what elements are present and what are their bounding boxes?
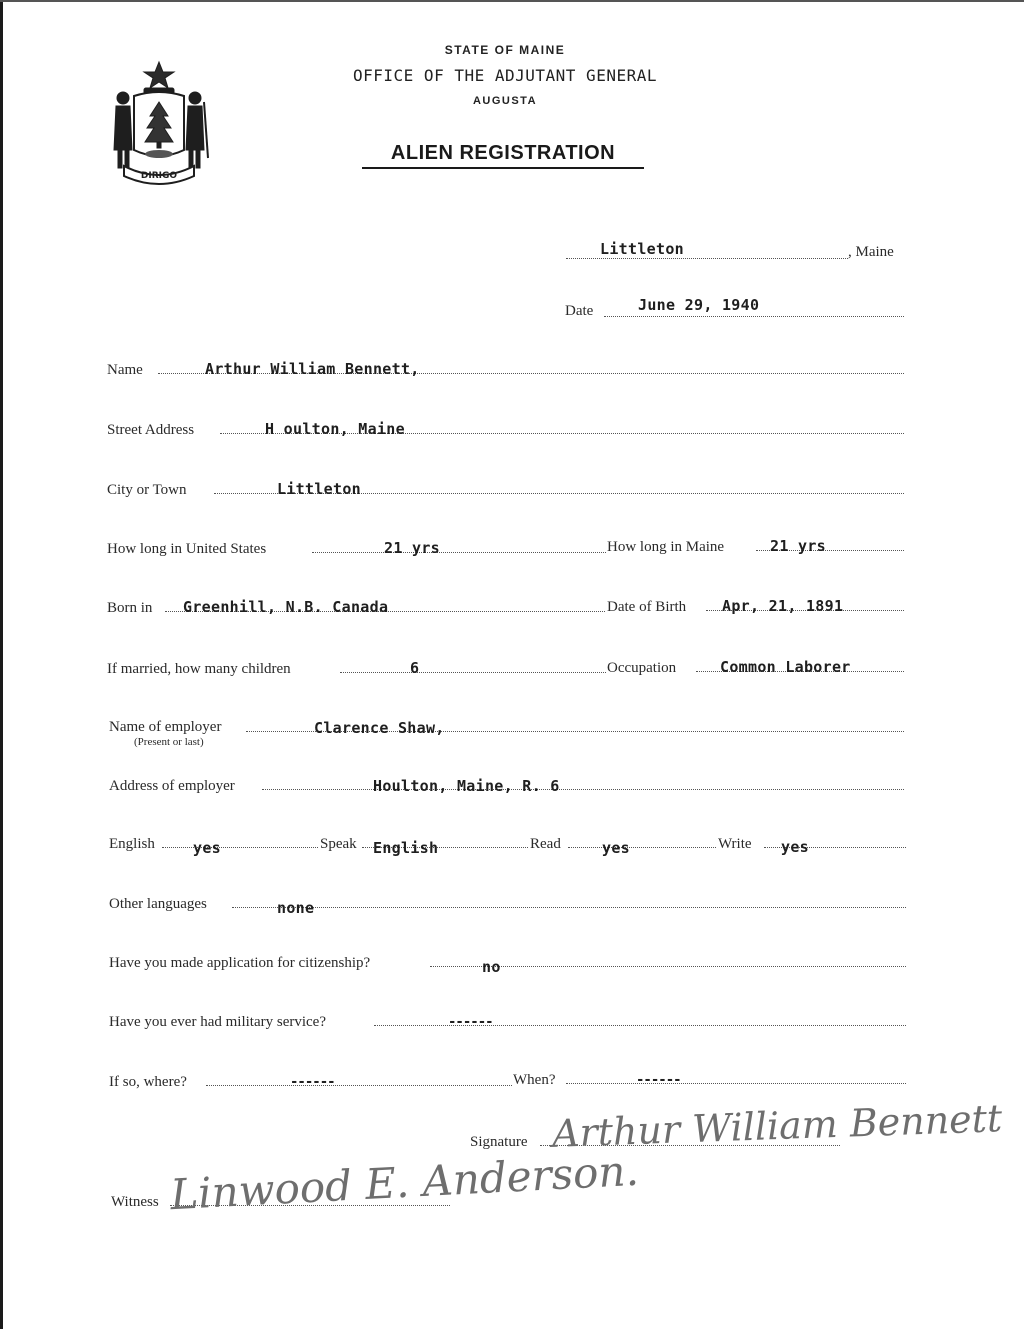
- signature-label: Signature: [470, 1134, 528, 1150]
- date-value: June 29, 1940: [638, 296, 760, 314]
- header-state: STATE OF MAINE: [444, 43, 566, 57]
- citizenship-value: no: [482, 958, 501, 976]
- us-duration-line: [312, 552, 606, 553]
- employer-address-line: [262, 789, 904, 790]
- other-languages-label: Other languages: [109, 896, 207, 912]
- write-label: Write: [718, 836, 752, 852]
- city-value: Littleton: [277, 480, 361, 498]
- date-label: Date: [565, 303, 594, 319]
- born-in-value: Greenhill, N.B. Canada: [183, 598, 389, 616]
- english-value: yes: [193, 839, 221, 857]
- signature-handwriting: Arthur William Bennett: [551, 1096, 1003, 1156]
- occupation-label: Occupation: [607, 660, 677, 676]
- scan-edge-left: [0, 0, 3, 1329]
- employer-value: Clarence Shaw,: [314, 719, 445, 737]
- employer-address-label: Address of employer: [109, 778, 235, 794]
- maine-duration-value: 21 yrs: [770, 537, 826, 555]
- occupation-value: Common Laborer: [720, 658, 851, 676]
- children-value: 6: [410, 659, 420, 677]
- place-value: Littleton: [600, 240, 684, 258]
- witness-handwriting: Linwood E. Anderson.: [169, 1145, 640, 1220]
- citizenship-label: Have you made application for citizenship?: [109, 955, 371, 971]
- read-line: [568, 847, 716, 848]
- us-duration-label: How long in United States: [107, 541, 267, 557]
- read-value: yes: [602, 839, 630, 857]
- seal-motto: DIRIGO: [140, 171, 178, 181]
- born-in-label: Born in: [107, 600, 153, 616]
- military-label: Have you ever had military service?: [109, 1014, 326, 1030]
- street-value: H oulton, Maine: [265, 420, 405, 438]
- place-suffix: , Maine: [848, 244, 894, 260]
- speak-value: English: [373, 839, 439, 857]
- write-value: yes: [781, 838, 809, 856]
- english-line: [162, 847, 318, 848]
- street-label: Street Address: [107, 422, 195, 438]
- military-value: ------: [448, 1014, 493, 1030]
- scan-edge-top: [0, 0, 1024, 2]
- citizenship-line: [430, 966, 906, 967]
- english-label: English: [109, 836, 155, 852]
- children-line: [340, 672, 606, 673]
- where-value: ------: [290, 1074, 335, 1090]
- maine-state-seal-icon: [106, 58, 212, 186]
- where-label: If so, where?: [109, 1074, 187, 1090]
- maine-duration-label: How long in Maine: [607, 539, 725, 555]
- other-languages-value: none: [277, 899, 315, 917]
- speak-label: Speak: [320, 836, 357, 852]
- header-city: AUGUSTA: [472, 95, 538, 107]
- employer-address-value: Houlton, Maine, R. 6: [373, 777, 560, 795]
- children-label: If married, how many children: [107, 661, 291, 677]
- name-value: Arthur William Bennett,: [205, 360, 420, 378]
- read-label: Read: [530, 836, 561, 852]
- employer-sublabel: (Present or last): [134, 736, 204, 748]
- employer-label: Name of employer: [109, 719, 222, 735]
- other-languages-line: [232, 907, 906, 908]
- when-line: [566, 1083, 906, 1084]
- us-duration-value: 21 yrs: [384, 539, 440, 557]
- when-label: When?: [513, 1072, 556, 1088]
- place-line: [566, 258, 848, 259]
- dob-value: Apr, 21, 1891: [722, 597, 844, 615]
- dob-label: Date of Birth: [607, 599, 687, 615]
- when-value: ------: [636, 1072, 681, 1088]
- header-office: OFFICE OF THE ADJUTANT GENERAL: [353, 66, 657, 85]
- name-label: Name: [107, 362, 143, 378]
- witness-label: Witness: [111, 1194, 159, 1210]
- date-line: [604, 316, 904, 317]
- form-title: ALIEN REGISTRATION: [362, 142, 644, 169]
- where-line: [206, 1085, 512, 1086]
- city-label: City or Town: [107, 482, 187, 498]
